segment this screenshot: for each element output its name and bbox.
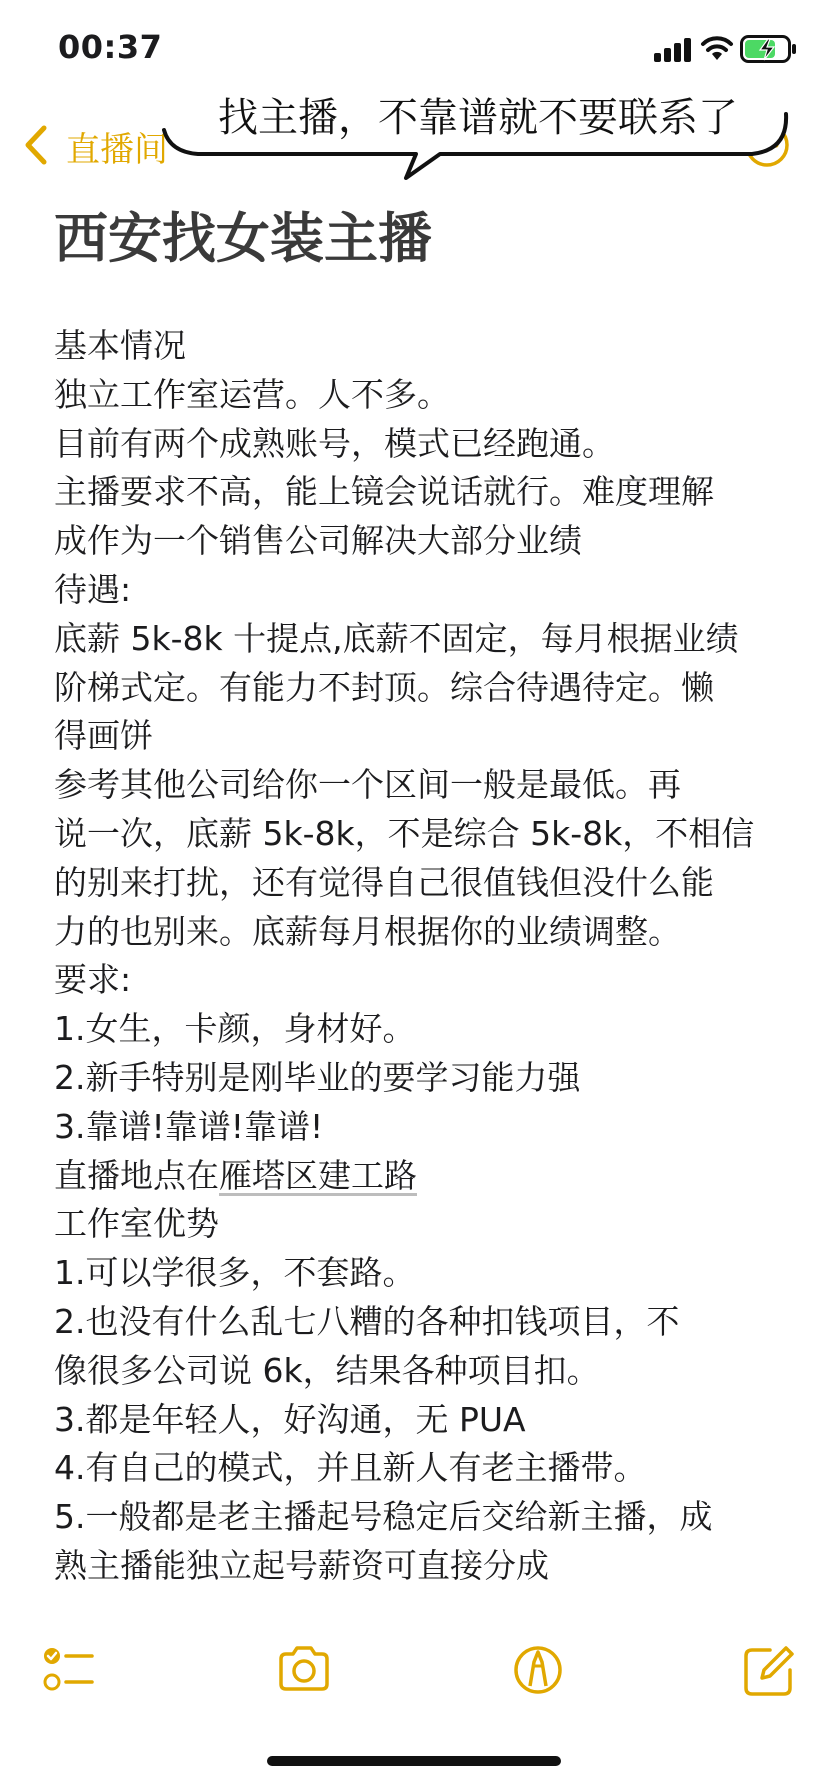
location-line [54, 1152, 784, 1201]
note-line: 像很多公司说 6k，结果各种项目扣。 [54, 1350, 600, 1390]
note-line: 说一次，底薪 5k-8k，不是综合 5k-8k，不相信 [54, 813, 755, 853]
status-time: 00:37 [58, 28, 163, 66]
note-line: 2.新手特别是刚毕业的要学习能力强 [54, 1057, 581, 1097]
note-line: 1.可以学很多，不套路。 [54, 1253, 416, 1293]
note-line: 的别来打扰，还有觉得自己很值钱但没什么能 [54, 862, 714, 902]
note-line: 3.都是年轻人，好沟通，无 PUA [54, 1399, 526, 1439]
compose-icon[interactable] [740, 1640, 796, 1700]
location-prefix: 直播地点在 [54, 1155, 219, 1195]
location-link[interactable]: 雁塔区建工路 [219, 1155, 417, 1195]
note-line: 参考其他公司给你一个区间一般是最低。再 [54, 765, 681, 805]
cellular-signal-icon [654, 38, 694, 62]
battery-charging-icon [740, 34, 798, 64]
note-line: 主播要求不高，能上镜会说话就行。难度理解 [54, 472, 714, 512]
note-line: 得画饼 [54, 716, 153, 756]
note-line: 待遇: [54, 569, 132, 609]
note-line: 要求: [54, 960, 132, 1000]
note-body[interactable] [54, 322, 784, 1591]
note-line: 成作为一个销售公司解决大部分业绩 [54, 521, 582, 561]
note-line: 工作室优势 [54, 1204, 219, 1244]
pen-circle-icon[interactable] [510, 1640, 566, 1700]
note-line: 独立工作室运营。人不多。 [54, 374, 450, 414]
note-line: 1.女生，卡颜，身材好。 [54, 1009, 416, 1049]
note-line: 阶梯式定。有能力不封顶。综合待遇待定。懒 [54, 667, 714, 707]
note-line: 底薪 5k-8k 十提点,底薪不固定，每月根据业绩 [54, 618, 739, 658]
note-line: 力的也别来。底薪每月根据你的业绩调整。 [54, 911, 681, 951]
note-line: 2.也没有什么乱七八糟的各种扣钱项目，不 [54, 1301, 680, 1341]
note-line: 5.一般都是老主播起号稳定后交给新主播，成 [54, 1497, 713, 1537]
banner-text: 找主播，不靠谱就不要联系了 [218, 95, 738, 141]
bottom-toolbar [0, 1640, 828, 1720]
note-line: 基本情况 [54, 326, 186, 365]
speech-bubble-banner [160, 78, 792, 182]
note-line: 4.有自己的模式，并且新人有老主播带。 [54, 1448, 647, 1488]
back-button-label[interactable]: 直播间 [66, 130, 168, 170]
chevron-left-icon[interactable] [22, 122, 50, 168]
note-title[interactable]: 西安找女装主播 [54, 207, 432, 270]
note-line: 3.靠谱!靠谱!靠谱! [54, 1106, 324, 1146]
wifi-icon [700, 34, 734, 62]
checklist-icon[interactable] [40, 1640, 96, 1700]
note-line: 目前有两个成熟账号，模式已经跑通。 [54, 423, 615, 463]
home-indicator[interactable] [267, 1756, 561, 1766]
camera-icon[interactable] [276, 1640, 332, 1700]
note-line: 熟主播能独立起号薪资可直接分成 [54, 1545, 549, 1585]
